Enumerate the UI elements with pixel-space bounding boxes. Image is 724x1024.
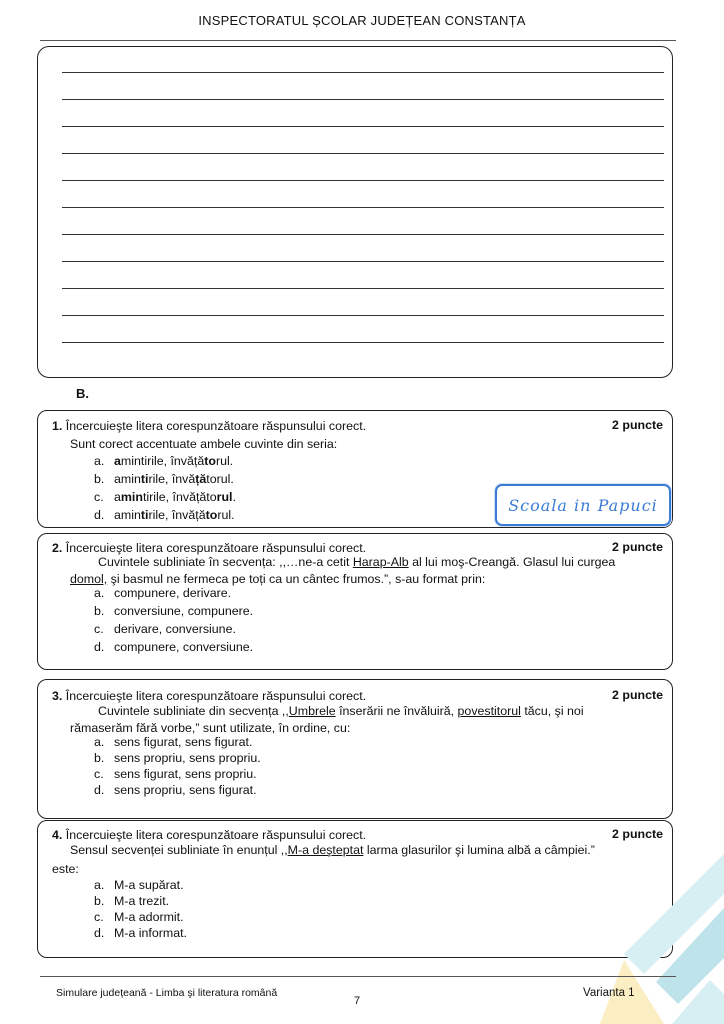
question-3-box bbox=[37, 679, 673, 819]
writing-line bbox=[62, 126, 664, 127]
option-letter: a. bbox=[94, 454, 105, 468]
question-2-option-d[interactable]: d. compunere, conversiune. bbox=[94, 640, 254, 654]
section-label: B. bbox=[76, 386, 89, 401]
writing-line bbox=[62, 234, 664, 235]
writing-line bbox=[62, 180, 664, 181]
watermark-stamp bbox=[495, 484, 671, 526]
question-3-statement-line-2: rămaserăm fără vorbe,” sunt utilizate, în ordine, cu: bbox=[70, 721, 351, 735]
writing-line bbox=[62, 72, 664, 73]
underlined-phrase: M-a deşteptat bbox=[287, 843, 364, 857]
page-header-title: INSPECTORATUL ȘCOLAR JUDEȚEAN CONSTANȚA bbox=[198, 13, 526, 28]
writing-line bbox=[62, 342, 664, 343]
question-2-statement-line-1: Cuvintele subliniate în secvența: ,,…ne-a cetit Harap-Alb al lui moş-Creangă. Glasul lui curgea bbox=[98, 555, 616, 569]
question-3-option-d[interactable]: d. sens propriu, sens figurat. bbox=[94, 783, 257, 797]
question-2-statement-line-2: domol, şi basmul ne fermeca pe toți ca un cântec frumos.”, s-au format prin: bbox=[70, 572, 486, 586]
underlined-word: Harap-Alb bbox=[352, 555, 409, 569]
question-4-number: 4. bbox=[52, 828, 63, 842]
underlined-word: domol, bbox=[70, 572, 108, 586]
question-4-prompt bbox=[52, 827, 366, 843]
writing-line bbox=[62, 261, 664, 262]
question-4-statement-line-1: Sensul secvenței subliniate în enunțul ,,M-a deşteptat larma glasurilor şi lumina albă a câmpiei.” bbox=[70, 843, 595, 857]
question-2-number: 2. bbox=[52, 541, 63, 555]
footer-exam-title: Simulare județeană - Limba şi literatura română bbox=[56, 987, 278, 999]
question-3-prompt-text: Încercuieşte litera corespunzătoare răspunsului corect. bbox=[65, 689, 367, 703]
question-3-option-b[interactable]: b. sens propriu, sens propriu. bbox=[94, 751, 261, 765]
question-4-option-c[interactable]: c. M-a adormit. bbox=[94, 910, 184, 924]
footer-variant: Varianta 1 bbox=[583, 987, 635, 999]
question-3-option-a[interactable]: a. sens figurat, sens figurat. bbox=[94, 735, 253, 749]
question-4-prompt-text: Încercuieşte litera corespunzătoare răspunsului corect. bbox=[65, 828, 367, 842]
question-2-prompt-text: Încercuieşte litera corespunzătoare răspunsului corect. bbox=[65, 541, 367, 555]
question-2-option-c[interactable]: c. derivare, conversiune. bbox=[94, 622, 236, 636]
question-3-prompt bbox=[52, 688, 366, 704]
question-2-box bbox=[37, 533, 673, 670]
question-4-points: 2 puncte bbox=[612, 827, 663, 841]
footer-divider bbox=[40, 976, 676, 977]
option-letter: d. bbox=[94, 508, 105, 522]
question-4-statement-line-2: este: bbox=[52, 862, 79, 876]
question-1-points: 2 puncte bbox=[612, 418, 663, 432]
option-letter: b. bbox=[94, 472, 105, 486]
question-3-option-c[interactable]: c. sens figurat, sens propriu. bbox=[94, 767, 257, 781]
question-3-statement-line-1: Cuvintele subliniate din secvența ,,Umbrele înserării ne învăluiră, povestitorul tăcu, şi noi bbox=[98, 704, 584, 718]
writing-line bbox=[62, 288, 664, 289]
question-4-option-b[interactable]: b. M-a trezit. bbox=[94, 894, 170, 908]
question-1-prompt bbox=[52, 418, 366, 434]
question-3-points: 2 puncte bbox=[612, 688, 663, 702]
question-1-option-c[interactable]: c. amintirile, învățătorul. bbox=[94, 490, 236, 504]
question-1-statement: Sunt corect accentuate ambele cuvinte din seria: bbox=[70, 437, 338, 451]
question-4-option-d[interactable]: d. M-a informat. bbox=[94, 926, 187, 940]
question-2-prompt bbox=[52, 540, 366, 556]
question-2-option-a[interactable]: a. compunere, derivare. bbox=[94, 586, 232, 600]
header-divider bbox=[40, 40, 676, 41]
underlined-word: povestitorul bbox=[457, 704, 521, 718]
option-letter: c. bbox=[94, 490, 104, 504]
writing-line bbox=[62, 207, 664, 208]
page-number: 7 bbox=[354, 995, 361, 1007]
writing-line bbox=[62, 153, 664, 154]
underlined-word: Umbrele bbox=[288, 704, 336, 718]
question-3-number: 3. bbox=[52, 689, 63, 703]
writing-line bbox=[62, 99, 664, 100]
writing-line bbox=[62, 315, 664, 316]
question-1-prompt-text: Încercuieşte litera corespunzătoare răspunsului corect. bbox=[65, 419, 367, 433]
question-1-option-d[interactable]: d. amintirile, învățătorul. bbox=[94, 508, 235, 522]
watermark-text: Scoala in Papuci bbox=[508, 495, 658, 515]
question-2-option-b[interactable]: b. conversiune, compunere. bbox=[94, 604, 254, 618]
question-2-points: 2 puncte bbox=[612, 540, 663, 554]
question-4-option-a[interactable]: a. M-a supărat. bbox=[94, 878, 184, 892]
answer-writing-box[interactable] bbox=[37, 46, 673, 378]
question-1-option-b[interactable]: b. amintirile, învățătorul. bbox=[94, 472, 234, 486]
question-1-option-a[interactable]: a. amintirile, învățătorul. bbox=[94, 454, 234, 468]
question-1-number: 1. bbox=[52, 419, 63, 433]
